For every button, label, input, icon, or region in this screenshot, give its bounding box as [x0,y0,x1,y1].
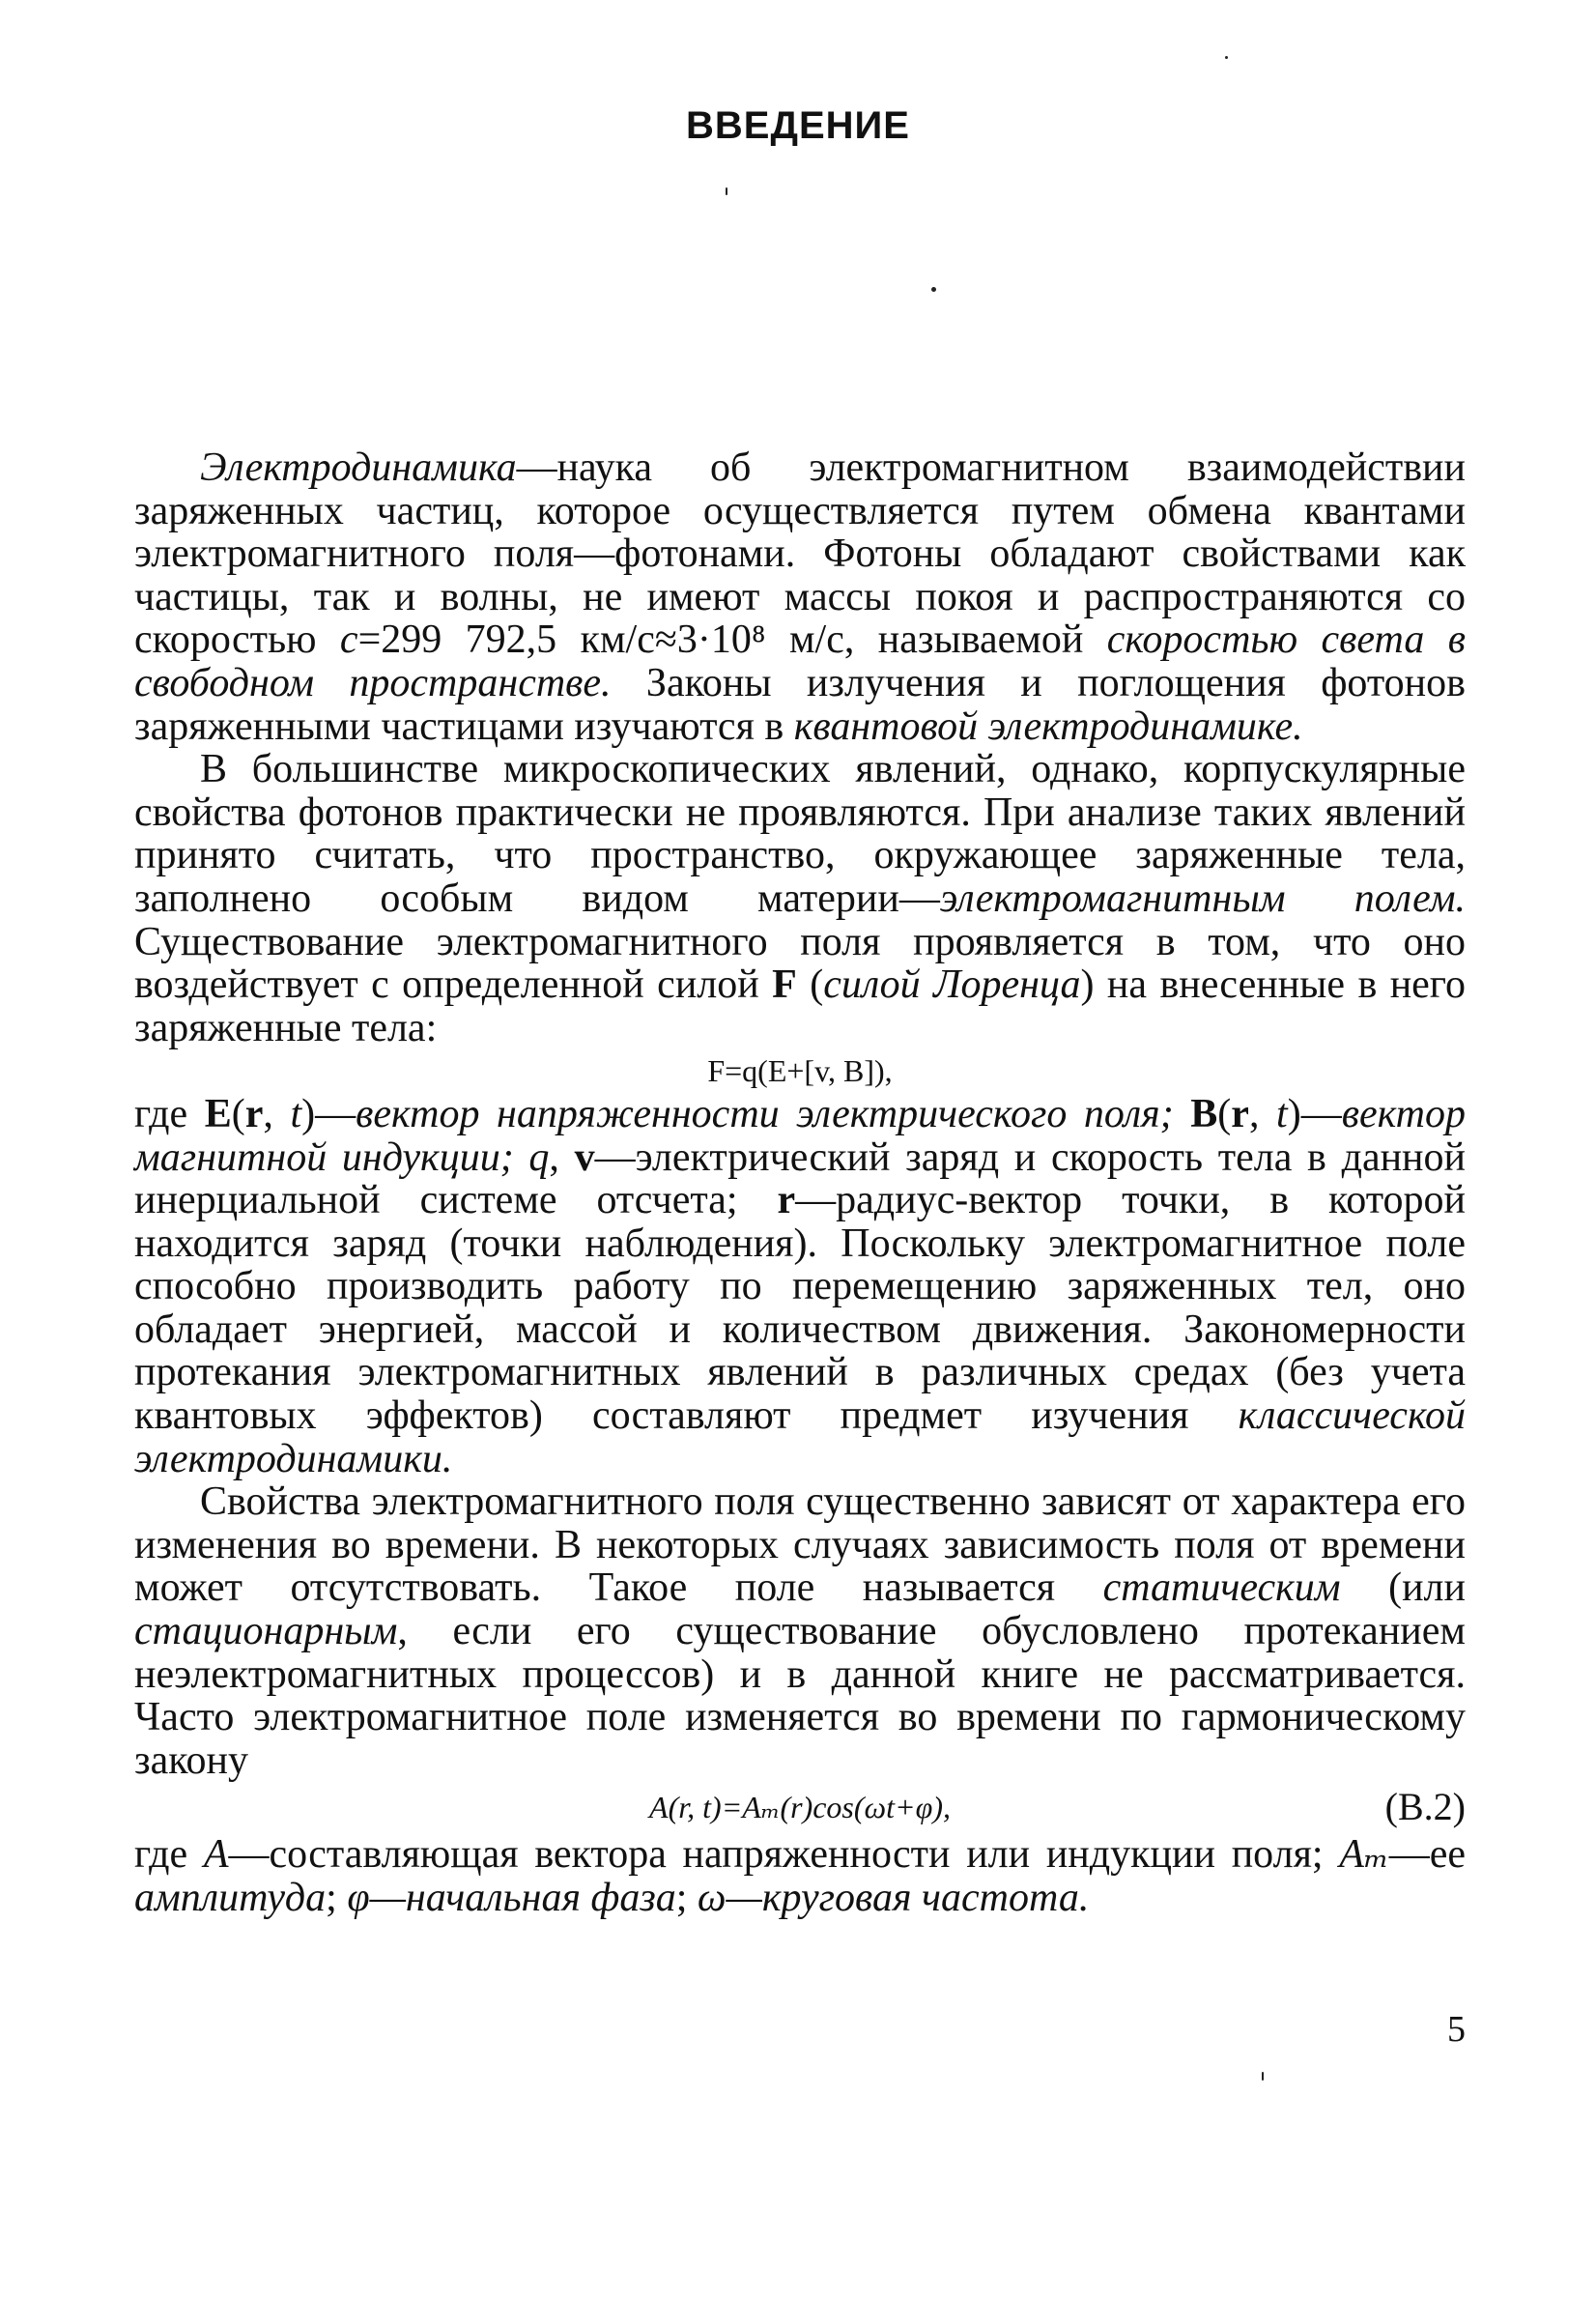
italic-run: квантовой электродинамике. [793,703,1303,749]
formula-text: F=q(E+[v, B]), [707,1053,893,1089]
italic-run: φ—начальная фаза [347,1875,676,1920]
italic-run: A [203,1832,229,1877]
paragraph [134,1833,1466,1919]
text-run: )— [1287,1091,1342,1136]
text-run: —составляющая вектора напряженности или индукции поля; [228,1832,1340,1877]
italic-run: вектор магнитной индукции; q [134,1091,1467,1180]
text-run: )— [301,1091,356,1136]
equation-number: (В.2) [1384,1785,1466,1829]
text-run: ( [231,1091,245,1136]
italic-run: электромагнитным полем. [939,876,1467,921]
text-run: , [263,1091,291,1136]
paragraph [134,446,1466,748]
italic-run: классической электродинамики. [134,1393,1466,1481]
paragraph [134,748,1466,1049]
italic-run: амплитуда [134,1875,327,1920]
scan-speck [1262,2072,1264,2081]
italic-run: силой Лоренца [823,962,1081,1008]
text-run: В большинстве микроскопических явлений, однако, корпускулярные свойства фотонов практически не проявляются. При анализе таких явлений принято считать, что пространство, окружающее заряженные тела, заполнено особым видом материи— [134,747,1466,921]
text-run: ( [796,962,824,1008]
text-run: ( [1217,1091,1232,1136]
page-number: 5 [1447,2009,1466,2050]
text-run: —наука об электромагнитном взаимодействии заряженных частиц, которое осуществляется путем обмена квантами электромагнитного поля—фотонами. Фотоны обладают свойствами как частицы, так и волны, не имеют массы покоя и распространяются со скоростью [134,445,1466,663]
italic-run: t [1276,1091,1288,1136]
formula-text: A(r, t)=Aₘ(r)cos(ωt+φ), [649,1790,951,1825]
bold-run: E [204,1091,232,1136]
bold-run: r [244,1091,264,1136]
bold-run: B [1190,1091,1218,1136]
text-run: Законы излучения и поглощения фотонов заряженными частицами изучаются в [134,660,1466,749]
text-run: ; [675,1875,698,1920]
scan-speck [726,187,727,195]
text-run: ; [326,1875,348,1920]
bold-run: r [1231,1091,1249,1136]
text-run: ) на внесенные в него заряженные тела: [134,962,1466,1050]
scan-speck [931,287,936,292]
text-run: —ее [1388,1832,1467,1877]
text-run: , [549,1134,575,1180]
italic-run: скоростью света в свободном пространстве. [134,617,1466,705]
text-run: —электрический заряд и скорость тела в данной инерциальной системе отсчета; [134,1134,1467,1223]
italic-run: Aₘ [1339,1832,1389,1877]
text-run: Свойства электромагнитного поля существенно зависят от характера его изменения во времени. В некоторых случаях зависимость поля от времени может отсутствовать. Такое поле называется [134,1479,1466,1611]
text-run: , [1248,1091,1277,1136]
italic-run: статическим [1102,1565,1341,1611]
italic-run: стационарным [134,1609,398,1654]
text-run: —радиус-вектор точки, в которой находится заряд (точки наблюдения). Поскольку электромагнитное поле способно производить работу по перемещению заряженных тел, оно обладает энергией, массой и количеством движения. Закономерности протекания электромагнитных явлений в различных средах (без учета квантовых эффектов) составляют предмет изучения [134,1178,1466,1439]
paragraph [134,1093,1466,1480]
lorentz-force-formula [134,1049,1466,1093]
italic-run: ω—круговая частота. [697,1875,1090,1920]
text-run: где [134,1091,205,1136]
body-text [134,446,1466,1919]
text-run: =299 792,5 км/с≈3·10⁸ м/с, называемой [357,617,1107,663]
text-run: где [134,1832,204,1877]
italic-run: t [290,1091,302,1136]
bold-run: F [772,962,797,1008]
italic-run: вектор напряженности электрического поля; [356,1091,1191,1136]
bold-run: v [574,1134,595,1180]
scan-speck [1225,56,1228,59]
text-run: Существование электромагнитного поля проявляется в том, что оно воздействует с определенной силой [134,919,1466,1008]
paragraph [134,1480,1466,1782]
bold-run: r [777,1178,796,1223]
italic-run: c [339,617,358,663]
text-run: (или [1340,1565,1466,1611]
italic-run: Электродинамика [200,445,517,490]
chapter-title: ВВЕДЕНИЕ [686,104,910,147]
text-run: , если его существование обусловлено протеканием неэлектромагнитных процессов) и в данной книге не рассматривается. Часто электромагнитное поле изменяется во времени по гармоническому закону [134,1609,1466,1783]
harmonic-law-formula [134,1786,1466,1829]
